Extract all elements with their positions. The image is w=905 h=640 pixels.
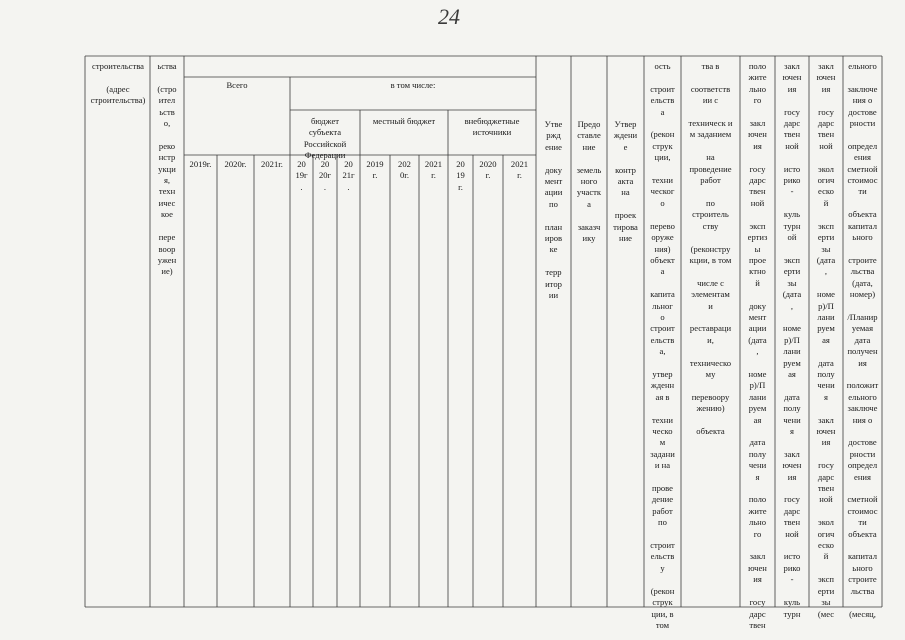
column-design-contract: Утвер ждени е контр акта на проек тирова ние — [613, 119, 638, 244]
year-federal-2019: 20 19г . — [295, 159, 308, 192]
header-federal-budget: бюджет субъекта Российской Федерации — [303, 116, 347, 161]
column-estimate-reliability: ельного заключе ния о достове рности определ ения сметной стоимос ти объекта капитал ьного строите льства (дата, номер) /Планир уемая дата получен ия положит ельного заключе ния о достове рности определ ения сметной стоимос ти объекта капитал ьного строите льства (месяц, — [846, 61, 879, 619]
column-construction-cost: ость строит ельств а (рекон струк ции, техни ческог о перево оруже ния) объект а капита льног о строит ельств а, утвер жденн ая в техни ческо м задани и на прове дение работ по строит ельств у (рекон струк ции, в том — [650, 61, 675, 630]
year-local-2020: 202 0г. — [398, 159, 411, 181]
page-number: 24 — [438, 4, 460, 29]
header-extrabudgetary: внебюджетные источники — [464, 116, 520, 138]
column-land-allocation: Предо ставле ние земель ного участк а заказч ику — [576, 119, 602, 244]
column-object-name: строительства (адрес строительства) — [90, 61, 146, 106]
header-total: Всего — [226, 80, 248, 90]
year-federal-2020: 20 20г . — [318, 159, 332, 192]
column-design-compliance: тва в соответств ии с техническ и м заданием на проведение работ по строитель ству (реконстру кции, в том числе с элементам и реставраци и, техническо му перевоору жению) объекта — [688, 61, 733, 436]
year-total-2019: 2019г. — [189, 159, 212, 169]
year-total-2021: 2021г. — [261, 159, 283, 169]
year-extrabudgetary-2020: 2020 г. — [479, 159, 497, 181]
column-ecological-expertise: закл ючен ия госу дарс твен ной экол огич еско й эксп ерти зы (дата , номе р)/П лани руем ая дата полу чени я закл ючен ия госу дарс твен ной экол огич еско й эксп ерти зы (мес — [816, 61, 836, 619]
column-historical-expertise: закл ючен ия госу дарс твен ной исто рико - куль турн ой эксп ерти зы (дата , номе р)/П лани руем ая дата полу чени я закл ючен ия госу дарс твен ной исто рико - куль турн — [782, 61, 802, 619]
header-including: в том числе: — [390, 80, 436, 90]
column-construction-type: ьства (стро ител ьств о, реко нстр укци я, техн ичес кое пере воор ужен ие) — [157, 61, 177, 277]
year-local-2021: 2021 г. — [424, 159, 443, 181]
header-local-budget: местный бюджет — [372, 116, 436, 126]
column-state-expertise-design: поло жите льно го закл ючен ия госу дарс твен ной эксп ертиз ы прое ктно й доку мент ации (дата , номе р)/П лани руем ая дата полу чени я поло жите льно го закл ючен ия госу дарс твен — [747, 61, 768, 630]
year-local-2019: 2019 г. — [366, 159, 384, 181]
year-federal-2021: 20 21г . — [342, 159, 355, 192]
year-extrabudgetary-2019: 20 19 г. — [456, 159, 465, 192]
year-extrabudgetary-2021: 2021 г. — [510, 159, 529, 181]
year-total-2020: 2020г. — [224, 159, 247, 169]
column-planning-approval: Утве ржд ение доку мент ации по план иров ке терр итор ии — [544, 119, 563, 301]
